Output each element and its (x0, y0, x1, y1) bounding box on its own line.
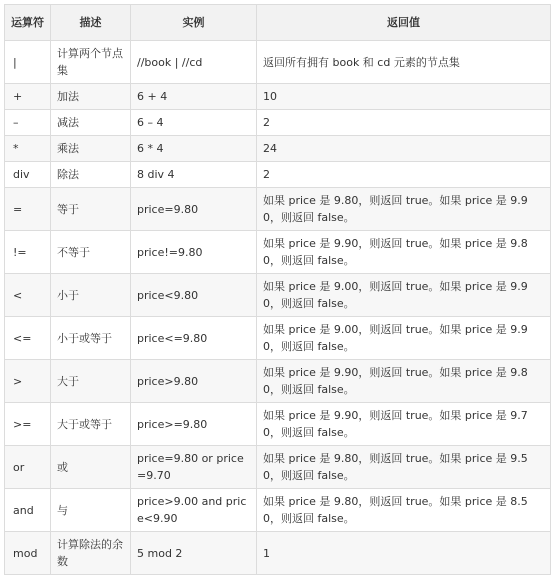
operator-cell: mod (5, 532, 51, 575)
example-cell: price>9.00 and price<9.90 (131, 489, 257, 532)
table-row (5, 532, 551, 575)
description-cell: 等于 (51, 188, 131, 231)
header-description: 描述 (51, 5, 131, 41)
return-value-cell: 2 (257, 110, 551, 136)
table-header-row (5, 5, 551, 41)
description-cell: 不等于 (51, 231, 131, 274)
return-value-cell: 如果 price 是 9.00，则返回 true。如果 price 是 9.90，则返回 false。 (257, 317, 551, 360)
operator-cell: + (5, 84, 51, 110)
example-cell: 6 + 4 (131, 84, 257, 110)
return-value-cell: 10 (257, 84, 551, 110)
example-cell: 8 div 4 (131, 162, 257, 188)
example-cell: //book | //cd (131, 41, 257, 84)
return-value-cell: 如果 price 是 9.80，则返回 true。如果 price 是 8.50，则返回 false。 (257, 489, 551, 532)
example-cell: price=9.80 or price=9.70 (131, 446, 257, 489)
table-row (5, 162, 551, 188)
example-cell: price>9.80 (131, 360, 257, 403)
return-value-cell: 如果 price 是 9.90，则返回 true。如果 price 是 9.80，则返回 false。 (257, 231, 551, 274)
description-cell: 减法 (51, 110, 131, 136)
operator-cell: >= (5, 403, 51, 446)
example-cell: price>=9.80 (131, 403, 257, 446)
header-example: 实例 (131, 5, 257, 41)
table-row (5, 188, 551, 231)
operator-cell: div (5, 162, 51, 188)
operator-cell: * (5, 136, 51, 162)
description-cell: 计算除法的余数 (51, 532, 131, 575)
xpath-operator-table (4, 4, 551, 575)
table-row (5, 136, 551, 162)
table-row (5, 84, 551, 110)
operator-cell: – (5, 110, 51, 136)
example-cell: price<9.80 (131, 274, 257, 317)
operator-cell: != (5, 231, 51, 274)
table-row (5, 317, 551, 360)
table-row (5, 274, 551, 317)
description-cell: 大于 (51, 360, 131, 403)
table-row (5, 110, 551, 136)
example-cell: 5 mod 2 (131, 532, 257, 575)
description-cell: 大于或等于 (51, 403, 131, 446)
operator-cell: or (5, 446, 51, 489)
description-cell: 乘法 (51, 136, 131, 162)
example-cell: price<=9.80 (131, 317, 257, 360)
return-value-cell: 2 (257, 162, 551, 188)
operator-cell: = (5, 188, 51, 231)
description-cell: 加法 (51, 84, 131, 110)
operator-cell: <= (5, 317, 51, 360)
example-cell: price!=9.80 (131, 231, 257, 274)
operator-cell: and (5, 489, 51, 532)
header-return-value: 返回值 (257, 5, 551, 41)
example-cell: 6 * 4 (131, 136, 257, 162)
description-cell: 除法 (51, 162, 131, 188)
table-row (5, 231, 551, 274)
header-operator: 运算符 (5, 5, 51, 41)
table-row (5, 446, 551, 489)
description-cell: 小于 (51, 274, 131, 317)
return-value-cell: 如果 price 是 9.90，则返回 true。如果 price 是 9.80，则返回 false。 (257, 360, 551, 403)
return-value-cell: 返回所有拥有 book 和 cd 元素的节点集 (257, 41, 551, 84)
table-row (5, 403, 551, 446)
table-row (5, 41, 551, 84)
operator-cell: | (5, 41, 51, 84)
return-value-cell: 如果 price 是 9.80，则返回 true。如果 price 是 9.50，则返回 false。 (257, 446, 551, 489)
example-cell: price=9.80 (131, 188, 257, 231)
return-value-cell: 24 (257, 136, 551, 162)
description-cell: 与 (51, 489, 131, 532)
description-cell: 小于或等于 (51, 317, 131, 360)
operator-cell: < (5, 274, 51, 317)
description-cell: 计算两个节点集 (51, 41, 131, 84)
return-value-cell: 如果 price 是 9.80，则返回 true。如果 price 是 9.90，则返回 false。 (257, 188, 551, 231)
return-value-cell: 1 (257, 532, 551, 575)
table-row (5, 489, 551, 532)
return-value-cell: 如果 price 是 9.90，则返回 true。如果 price 是 9.70，则返回 false。 (257, 403, 551, 446)
return-value-cell: 如果 price 是 9.00，则返回 true。如果 price 是 9.90，则返回 false。 (257, 274, 551, 317)
table-row (5, 360, 551, 403)
example-cell: 6 – 4 (131, 110, 257, 136)
operator-table-container (4, 4, 550, 575)
description-cell: 或 (51, 446, 131, 489)
operator-cell: > (5, 360, 51, 403)
